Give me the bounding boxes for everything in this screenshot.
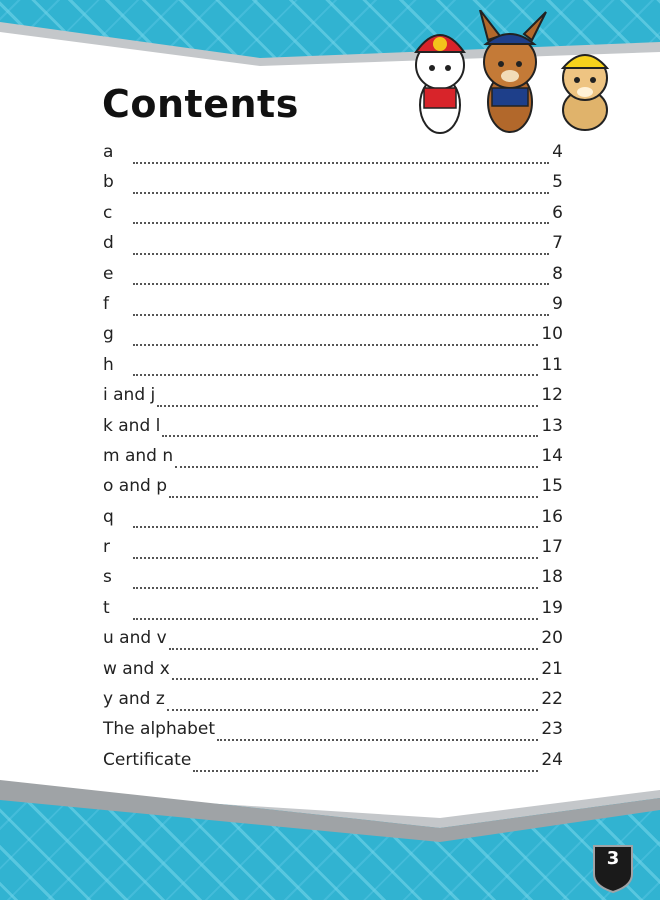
toc-entry-label: y and z [103,689,165,710]
toc-entry [103,750,563,780]
contents-list [103,142,563,780]
toc-entry [103,203,563,233]
toc-entry-page: 8 [552,263,563,284]
toc-entry-label: c [103,202,113,223]
dot-leader [162,434,538,437]
dot-leader [133,373,538,376]
dot-leader [133,282,549,285]
dot-leader [157,404,538,407]
toc-entry [103,355,563,385]
dot-leader [133,313,549,316]
toc-entry-label: Certificate [103,749,192,770]
page-number: 3 [606,848,620,869]
toc-entry [103,476,563,506]
toc-entry-page: 18 [541,567,563,588]
dot-leader [169,495,538,498]
rubble-pup-icon [563,55,607,130]
dot-leader [133,161,549,164]
toc-entry-label: f [103,293,109,314]
toc-entry-page: 7 [552,233,563,254]
dot-leader [133,556,538,559]
toc-entry-page: 10 [541,324,563,345]
toc-entry-label: o and p [103,476,167,497]
toc-entry-label: u and v [103,628,167,649]
dot-leader [172,677,539,680]
dot-leader [133,586,538,589]
toc-entry-page: 16 [541,506,563,527]
toc-entry-page: 12 [541,385,563,406]
dot-leader [133,525,538,528]
toc-entry-page: 11 [541,354,563,375]
toc-entry [103,659,563,689]
toc-entry-label: t [103,597,110,618]
toc-entry-page: 5 [552,172,563,193]
toc-entry [103,567,563,597]
dot-leader [133,221,549,224]
toc-entry [103,446,563,476]
dot-leader [133,252,549,255]
dot-leader [175,465,538,468]
toc-entry-label: h [103,354,114,375]
toc-entry [103,719,563,749]
toc-entry-page: 14 [541,445,563,466]
toc-entry-label: i and j [103,385,156,406]
toc-entry-label: r [103,537,110,558]
toc-entry [103,294,563,324]
dot-leader [133,191,549,194]
dot-leader [193,769,538,772]
toc-entry [103,598,563,628]
toc-entry-label: a [103,142,114,162]
toc-entry-label: d [103,233,114,254]
toc-entry-page: 19 [541,597,563,618]
toc-entry-label: The alphabet [103,719,216,740]
toc-entry-page: 15 [541,476,563,497]
toc-entry-page: 4 [552,142,563,162]
toc-entry-label: q [103,506,114,527]
toc-entry-label: s [103,567,112,588]
toc-entry-page: 21 [541,658,563,679]
chase-pup-icon [480,10,546,132]
toc-entry [103,385,563,415]
toc-entry [103,233,563,263]
dot-leader [133,617,538,620]
toc-entry [103,537,563,567]
toc-entry [103,264,563,294]
toc-entry [103,324,563,354]
toc-entry-label: k and l [103,415,161,436]
pup-characters-illustration [400,10,630,140]
toc-entry-page: 9 [552,293,563,314]
toc-entry-page: 13 [541,415,563,436]
toc-entry [103,628,563,658]
toc-entry-page: 17 [541,537,563,558]
toc-entry [103,172,563,202]
toc-entry-page: 24 [541,749,563,770]
toc-entry-label: g [103,324,114,345]
toc-entry [103,689,563,719]
toc-entry-page: 23 [541,719,563,740]
toc-entry-page: 22 [541,689,563,710]
toc-entry-page: 6 [552,202,563,223]
toc-entry-label: e [103,263,114,284]
toc-entry-page: 20 [541,628,563,649]
toc-entry-label: b [103,172,114,193]
dot-leader [133,343,538,346]
toc-entry-label: m and n [103,445,174,466]
toc-entry [103,142,563,172]
dot-leader [167,708,539,711]
toc-entry [103,416,563,446]
toc-entry-label: w and x [103,658,170,679]
page-title: Contents [102,82,299,126]
marshall-pup-icon [416,35,464,133]
dot-leader [169,647,539,650]
toc-entry [103,507,563,537]
dot-leader [217,738,538,741]
